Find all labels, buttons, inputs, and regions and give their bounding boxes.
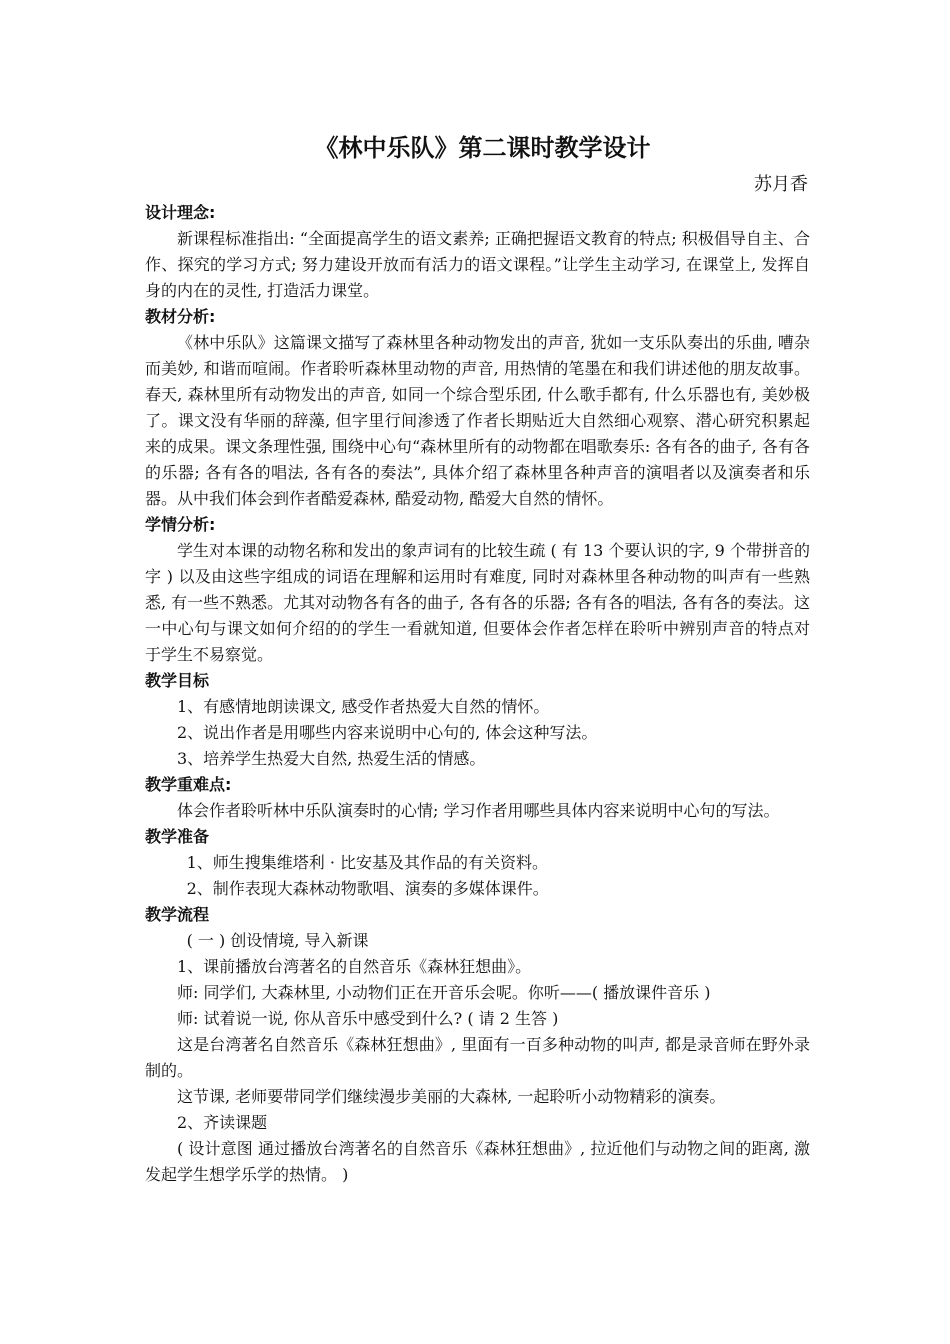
section-heading-learners: 学情分析: <box>145 515 216 534</box>
process-line: 师: 同学们, 大森林里, 小动物们正在开音乐会呢。你听——( 播放课件音乐 ) <box>177 983 711 1002</box>
process-paragraph: 这节课, 老师要带同学们继续漫步美丽的大森林, 一起聆听小动物精彩的演奏。 <box>177 1087 726 1106</box>
section-body-keypoints: 体会作者聆听林中乐队演奏时的心情; 学习作者用哪些具体内容来说明中心句的写法。 <box>177 801 780 820</box>
process-line: 师: 试着说一说, 你从音乐中感受到什么? ( 请 2 生答 ) <box>177 1009 559 1028</box>
goal-item: 1、有感情地朗读课文, 感受作者热爱大自然的情怀。 <box>177 697 550 716</box>
document-author: 苏月香 <box>754 174 808 195</box>
section-heading-keypoints: 教学重难点: <box>145 775 232 794</box>
section-heading-concept: 设计理念: <box>145 203 216 222</box>
section-body-textbook: 《林中乐队》这篇课文描写了森林里各种动物发出的声音, 犹如一支乐队奏出的乐曲, 嘈杂而美妙, 和谐而喧闹。作者聆听森林里动物的声音, 用热情的笔墨在和我们讲述他的朋友故事。春天, 森林里所有动物发出的声音, 如同一个综合型乐团, 什么歌手都有, 什么乐器也有, 美妙极了。课文没有华丽的辞藻, 但字里行间渗透了作者长期贴近大自然细心观察、潜心研究积累起来的成果。课文条理性强, 围绕中心句“森林里所有的动物都在唱歌奏乐: 各有各的曲子, 各有各的乐器; 各有各的唱法, 各有各的奏法”, 具体介绍了森林里各种声音的演唱者以及演奏者和乐器。从中我们体会到作者酷爱森林, 酷爱动物, 酷爱大自然的情怀。 <box>145 333 810 508</box>
section-body-learners: 学生对本课的动物名称和发出的象声词有的比较生疏 ( 有 13 个要认识的字, 9 个带拼音的字 ) 以及由这些字组成的词语在理解和运用时有难度, 同时对森林里各种动物的叫声有一些熟悉, 有一些不熟悉。尤其对动物各有各的曲子, 各有各的乐器; 各有各的唱法, 各有各的奏法。这一中心句与课文如何介绍的的学生一看就知道, 但要体会作者怎样在聆听中辨别声音的特点对于学生不易察觉。 <box>145 541 810 664</box>
section-heading-goals: 教学目标 <box>145 671 210 690</box>
goal-item: 2、说出作者是用哪些内容来说明中心句的, 体会这种写法。 <box>177 723 598 742</box>
document-title: 《林中乐队》第二课时教学设计 <box>314 134 651 162</box>
process-line: 1、课前播放台湾著名的自然音乐《森林狂想曲》。 <box>177 957 532 976</box>
process-line: 2、齐读课题 <box>177 1113 268 1132</box>
process-design-note: ( 设计意图 通过播放台湾著名的自然音乐《森林狂想曲》, 拉近他们与动物之间的距离, 激发起学生想学乐学的热情。 ) <box>145 1139 810 1184</box>
section-heading-process: 教学流程 <box>145 905 210 924</box>
section-heading-textbook: 教材分析: <box>145 307 216 326</box>
section-heading-preparation: 教学准备 <box>145 827 210 846</box>
preparation-item: 1、师生搜集维塔利 · 比安基及其作品的有关资料。 <box>186 853 549 872</box>
process-paragraph: 这是台湾著名自然音乐《森林狂想曲》, 里面有一百多种动物的叫声, 都是录音师在野外录制的。 <box>145 1035 810 1080</box>
section-body-concept: 新课程标准指出: “全面提高学生的语文素养; 正确把握语文教育的特点; 积极倡导自主、合作、探究的学习方式; 努力建设开放而有活力的语文课程。”让学生主动学习, 在课堂上, 发挥自身的内在的灵性, 打造活力课堂。 <box>145 229 810 300</box>
preparation-item: 2、制作表现大森林动物歌唱、演奏的多媒体课件。 <box>186 879 549 898</box>
goal-item: 3、培养学生热爱大自然, 热爱生活的情感。 <box>177 749 486 768</box>
document-page <box>145 128 810 1188</box>
process-step-heading: ( 一 ) 创设情境, 导入新课 <box>186 931 369 950</box>
